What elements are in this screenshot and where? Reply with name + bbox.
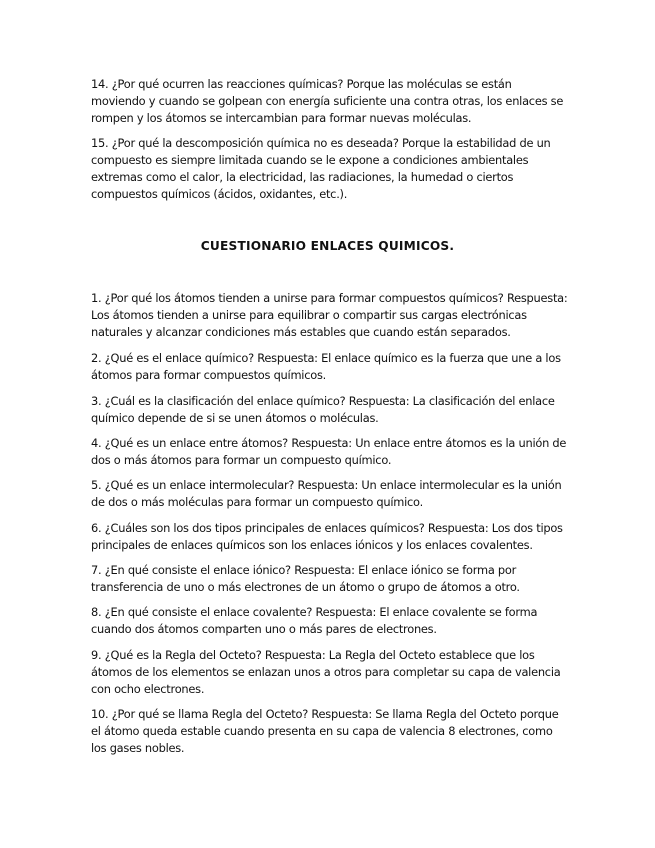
question-9: 9. ¿Qué es la Regla del Octeto? Respuesta: La Regla del Octeto establece que los átomos de los elementos se enlazan unos a otros para completar su capa de valencia con ocho electrones. (91, 648, 561, 696)
question-6: 6. ¿Cuáles son los dos tipos principales de enlaces químicos? Respuesta: Los dos tipos principales de enlaces químicos son los enlaces iónicos y los enlaces covalentes. (91, 521, 563, 552)
paragraph-15: 15. ¿Por qué la descomposición química no es deseada? Porque la estabilidad de un compuesto es siempre limitada cuando se le expone a condiciones ambientales extremas como el calor, la electricidad, las radiaciones, la humedad o ciertos compuestos químicos (ácidos, oxidantes, etc.). (91, 136, 551, 201)
question-8: 8. ¿En qué consiste el enlace covalente? Respuesta: El enlace covalente se forma cuando dos átomos comparten uno o más pares de electrones. (91, 605, 538, 636)
question-5: 5. ¿Qué es un enlace intermolecular? Respuesta: Un enlace intermolecular es la unión de dos o más moléculas para formar un compuesto químico. (91, 478, 562, 509)
paragraph-14: 14. ¿Por qué ocurren las reacciones químicas? Porque las moléculas se están moviendo y cuando se golpean con energía suficiente una contra otras, los enlaces se rompen y los átomos se intercambian para formar nuevas moléculas. (91, 77, 564, 125)
question-2: 2. ¿Qué es el enlace químico? Respuesta: El enlace químico es la fuerza que une a los átomos para formar compuestos químicos. (91, 351, 561, 382)
question-7: 7. ¿En qué consiste el enlace iónico? Respuesta: El enlace iónico se forma por transferencia de uno o más electrones de un átomo o grupo de átomos a otro. (91, 563, 520, 594)
question-4: 4. ¿Qué es un enlace entre átomos? Respuesta: Un enlace entre átomos es la unión de dos o más átomos para formar un compuesto químico. (91, 436, 567, 467)
question-10: 10. ¿Por qué se llama Regla del Octeto? Respuesta: Se llama Regla del Octeto porque el átomo queda estable cuando presenta en su capa de valencia 8 electrones, como los gases nobles. (91, 707, 559, 755)
question-3: 3. ¿Cuál es la clasificación del enlace químico? Respuesta: La clasificación del enlace químico depende de si se unen átomos o moléculas. (91, 394, 555, 425)
question-1: 1. ¿Por qué los átomos tienden a unirse para formar compuestos químicos? Respuesta: Los átomos tienden a unirse para equilibrar o compartir sus cargas electrónicas naturales y alcanzar condiciones más estables que cuando están separados. (91, 291, 568, 339)
section-title: CUESTIONARIO ENLACES QUIMICOS. (200, 239, 455, 253)
